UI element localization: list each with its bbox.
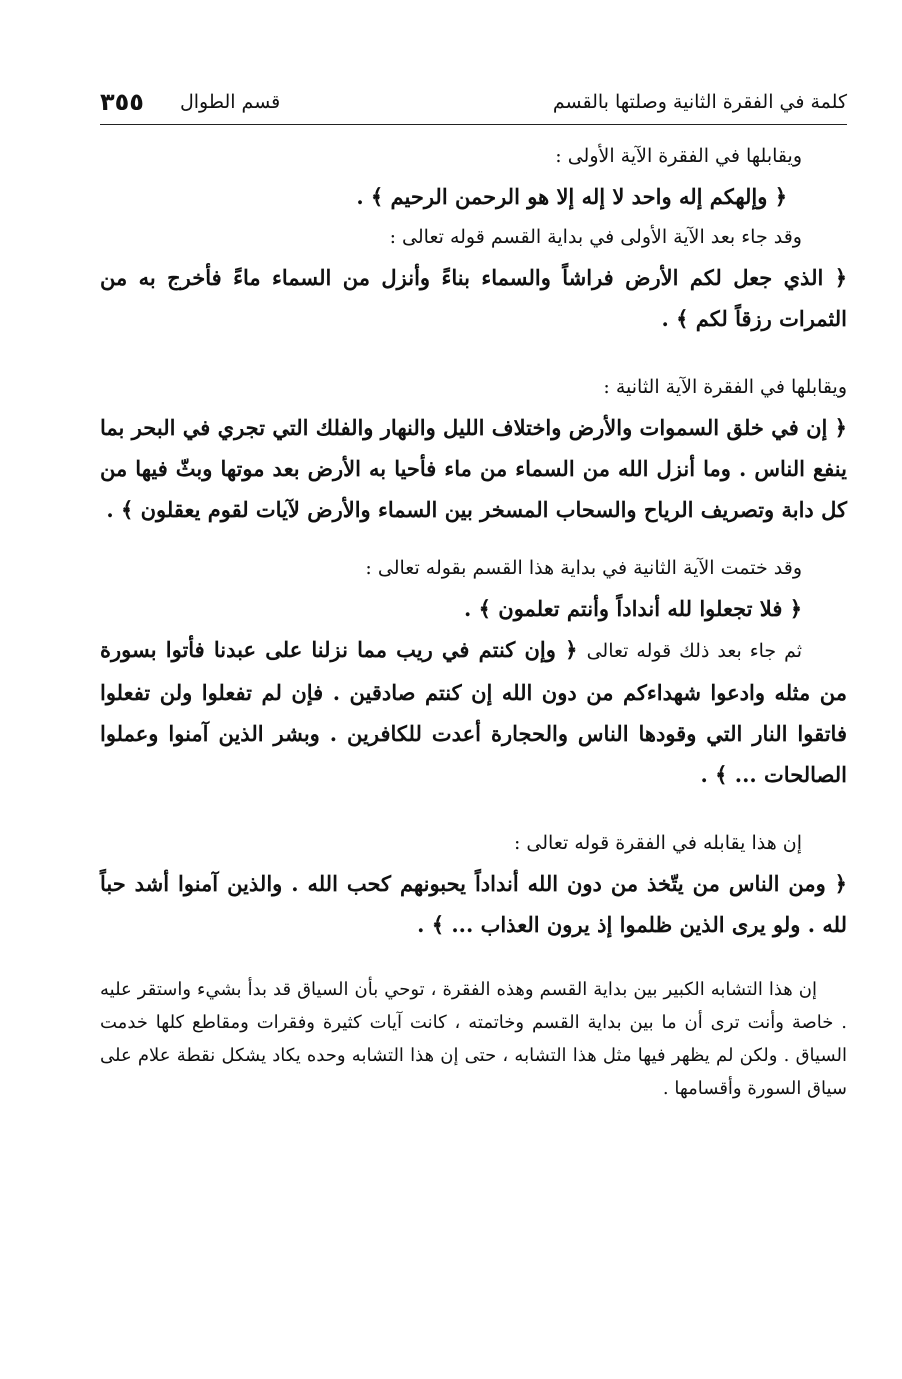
paragraph: ويقابلها في الفقرة الآية الأولى : xyxy=(555,145,802,167)
paragraph: وقد ختمت الآية الثانية في بداية هذا القسم بقوله تعالى : xyxy=(365,557,802,579)
paragraph: وقد جاء بعد الآية الأولى في بداية القسم قوله تعالى : xyxy=(389,226,802,248)
quran-verse: ﴿ فلا تجعلوا لله أنداداً وأنتم تعلمون ﴾ . xyxy=(464,596,802,621)
closing-paragraph: إن هذا التشابه الكبير بين بداية القسم وهذه الفقرة ، توحي بأن السياق قد بدأ بشيء واستقر عليه . خاصة وأنت ترى أن ما بين بداية القسم وخاتمته ، كانت آيات كثيرة وفقرات ومقاطع كلها خدمت السياق . ولكن لم يظهر فيها مثل هذا التشابه ، حتى إن هذا التشابه وحده يكاد يشكل نقطة علام على سياق السورة وأقسامها . xyxy=(100,979,847,1099)
quran-verse: ﴿ الذي جعل لكم الأرض فراشاً والسماء بناءً وأنزل من السماء ماءً فأخرج به من الثمرات رزقاً لكم ﴾ . xyxy=(100,265,847,331)
paragraph: ويقابلها في الفقرة الآية الثانية : xyxy=(603,376,847,398)
page-body xyxy=(100,136,847,1105)
page-header xyxy=(100,80,847,125)
header-left xyxy=(100,88,280,116)
section-name: قسم الطوال xyxy=(179,91,281,113)
quran-verse: ﴿ وإلهكم إله واحد لا إله إلا هو الرحمن الرحيم ﴾ . xyxy=(356,184,787,209)
spacer xyxy=(100,530,847,548)
spacer xyxy=(100,795,847,823)
page-number: ٣٥٥ xyxy=(100,88,144,116)
spacer xyxy=(100,339,847,367)
quran-verse: ﴿ وإن كنتم في ريب مما نزلنا على عبدنا فأتوا بسورة من مثله وادعوا شهداءكم من دون الله إن كنتم صادقين . فإن لم تفعلوا ولن تفعلوا فاتقوا النار التي وقودها الناس والحجارة أعدت للكافرين . وبشر الذين آمنوا وعملوا الصالحات ... ﴾ . xyxy=(100,637,847,787)
intro-text: ثم جاء بعد ذلك قوله تعالى xyxy=(586,640,803,662)
spacer xyxy=(100,945,847,973)
paragraph-with-verse xyxy=(100,629,847,795)
quran-verse: ﴿ إن في خلق السموات والأرض واختلاف الليل والنهار والفلك التي تجري في البحر بما ينفع الناس . وما أنزل الله من السماء من ماء فأحيا به الأرض بعد موتها وبثّ فيها من كل دابة وتصريف الرياح والسحاب المسخر بين السماء والأرض لآيات لقوم يعقلون ﴾ . xyxy=(100,415,847,522)
paragraph: إن هذا يقابله في الفقرة قوله تعالى : xyxy=(513,832,802,854)
running-title: كلمة في الفقرة الثانية وصلتها بالقسم xyxy=(552,91,847,113)
quran-verse: ﴿ ومن الناس من يتّخذ من دون الله أنداداً يحبونهم كحب الله . والذين آمنوا أشد حباً لله . ولو يرى الذين ظلموا إذ يرون العذاب ... ﴾ . xyxy=(100,871,847,937)
